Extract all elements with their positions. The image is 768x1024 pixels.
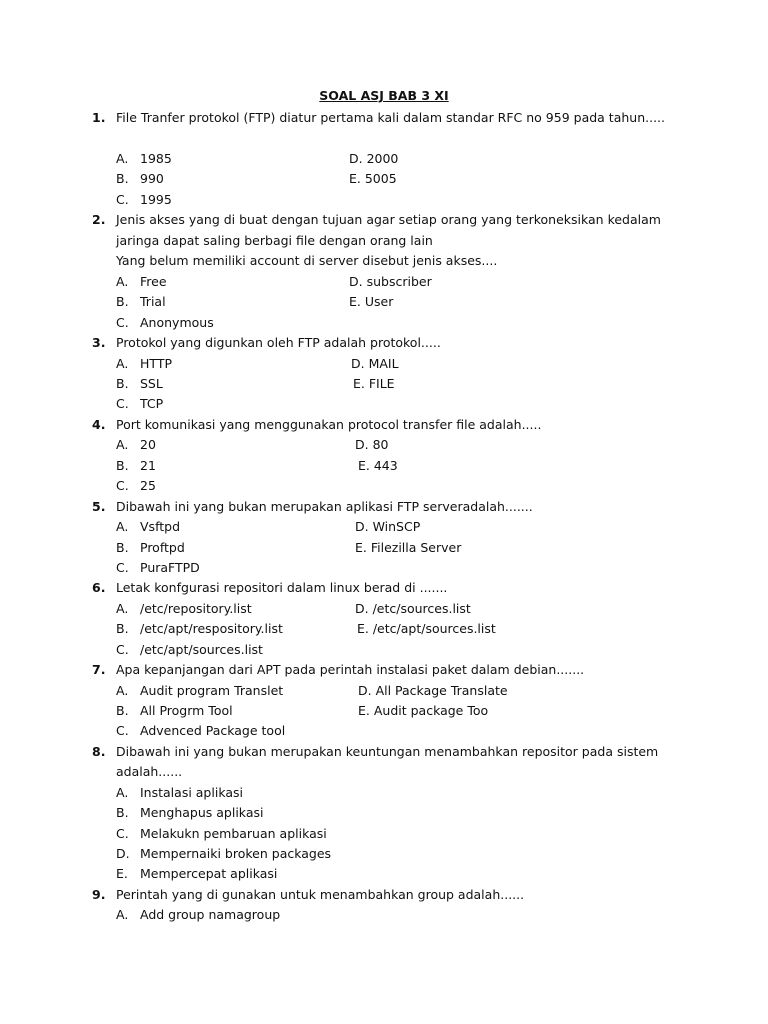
question-text: Dibawah ini yang bukan merupakan aplikasi FTP serveradalah....... — [116, 499, 533, 514]
option-right: D. subscriber — [349, 274, 432, 289]
option-letter: B. — [116, 171, 129, 186]
option-right: D. WinSCP — [355, 519, 421, 534]
question-text: Yang belum memiliki account di server disebut jenis akses.... — [116, 253, 498, 268]
option-text: Melakukn pembaruan aplikasi — [140, 826, 327, 841]
option-right: D. /etc/sources.list — [355, 601, 471, 616]
question-text: Apa kepanjangan dari APT pada perintah instalasi paket dalam debian....... — [116, 662, 585, 677]
option-letter: A. — [116, 601, 129, 616]
option-letter: C. — [116, 315, 129, 330]
option-letter: C. — [116, 560, 129, 575]
question-text: File Tranfer protokol (FTP) diatur pertama kali dalam standar RFC no 959 pada tahun..... — [116, 110, 665, 125]
option-letter: A. — [116, 519, 129, 534]
question-text: Jenis akses yang di buat dengan tujuan agar setiap orang yang terkoneksikan kedalam — [116, 212, 661, 227]
option-text: 21 — [140, 458, 156, 473]
option-text: Audit program Translet — [140, 683, 284, 698]
option-letter: C. — [116, 723, 129, 738]
option-text: Trial — [140, 294, 166, 309]
option-right: E. 443 — [358, 458, 398, 473]
question-number: 1. — [92, 110, 106, 125]
option-letter: B. — [116, 294, 129, 309]
option-text: Free — [140, 274, 167, 289]
option-text: PuraFTPD — [140, 560, 200, 575]
option-right: D. All Package Translate — [358, 683, 508, 698]
option-letter: B. — [116, 805, 129, 820]
option-text: /etc/repository.list — [140, 601, 252, 616]
option-right: E. /etc/apt/sources.list — [357, 621, 496, 636]
option-letter: A. — [116, 785, 129, 800]
question-text: Port komunikasi yang menggunakan protocol transfer file adalah..... — [116, 417, 542, 432]
option-letter: C. — [116, 826, 129, 841]
option-letter: B. — [116, 703, 129, 718]
option-text: All Progrm Tool — [140, 703, 233, 718]
option-letter: B. — [116, 621, 129, 636]
question-text: Dibawah ini yang bukan merupakan keuntungan menambahkan repositor pada sistem — [116, 744, 659, 759]
option-text: 990 — [140, 171, 164, 186]
option-letter: A. — [116, 274, 129, 289]
option-text: /etc/apt/sources.list — [140, 642, 263, 657]
question-text: Letak konfgurasi repositori dalam linux berad di ....... — [116, 580, 448, 595]
option-letter: A. — [116, 437, 129, 452]
option-letter: A. — [116, 151, 129, 166]
option-text: Advenced Package tool — [140, 723, 286, 738]
option-text: /etc/apt/respository.list — [140, 621, 283, 636]
option-right: E. FILE — [353, 376, 395, 391]
question-text: adalah...... — [116, 764, 183, 779]
question-number: 6. — [92, 580, 106, 595]
option-text: Instalasi aplikasi — [140, 785, 243, 800]
question-number: 3. — [92, 335, 106, 350]
question-text: Perintah yang di gunakan untuk menambahkan group adalah...... — [116, 887, 525, 902]
option-text: Mempercepat aplikasi — [140, 866, 278, 881]
question-text: jaringa dapat saling berbagi file dengan orang lain — [116, 233, 433, 248]
option-text: TCP — [140, 396, 164, 411]
option-right: D. MAIL — [351, 356, 399, 371]
option-letter: A. — [116, 907, 129, 922]
document-title: SOAL ASJ BAB 3 XI — [319, 88, 449, 103]
option-right: E. Filezilla Server — [355, 540, 462, 555]
question-number: 5. — [92, 499, 106, 514]
option-letter: C. — [116, 642, 129, 657]
option-right: E. 5005 — [349, 171, 397, 186]
option-letter: B. — [116, 458, 129, 473]
option-text: Vsftpd — [140, 519, 181, 534]
option-text: 20 — [140, 437, 156, 452]
option-text: Add group namagroup — [140, 907, 281, 922]
option-text: Anonymous — [140, 315, 214, 330]
option-letter: E. — [116, 866, 128, 881]
question-number: 7. — [92, 662, 106, 677]
option-text: Mempernaiki broken packages — [140, 846, 332, 861]
question-number: 4. — [92, 417, 106, 432]
option-text: HTTP — [140, 356, 172, 371]
option-letter: B. — [116, 540, 129, 555]
option-right: E. User — [349, 294, 394, 309]
option-right: D. 2000 — [349, 151, 399, 166]
option-letter: A. — [116, 356, 129, 371]
option-right: E. Audit package Too — [358, 703, 489, 718]
option-text: 1985 — [140, 151, 172, 166]
question-text: Protokol yang digunkan oleh FTP adalah protokol..... — [116, 335, 441, 350]
option-text: 1995 — [140, 192, 172, 207]
question-number: 2. — [92, 212, 106, 227]
question-number: 8. — [92, 744, 106, 759]
option-letter: A. — [116, 683, 129, 698]
option-letter: C. — [116, 478, 129, 493]
option-letter: D. — [116, 846, 130, 861]
option-text: Proftpd — [140, 540, 185, 555]
question-number: 9. — [92, 887, 106, 902]
option-right: D. 80 — [355, 437, 389, 452]
option-letter: B. — [116, 376, 129, 391]
option-text: 25 — [140, 478, 156, 493]
option-text: SSL — [140, 376, 163, 391]
option-letter: C. — [116, 192, 129, 207]
option-text: Menghapus aplikasi — [140, 805, 264, 820]
option-letter: C. — [116, 396, 129, 411]
